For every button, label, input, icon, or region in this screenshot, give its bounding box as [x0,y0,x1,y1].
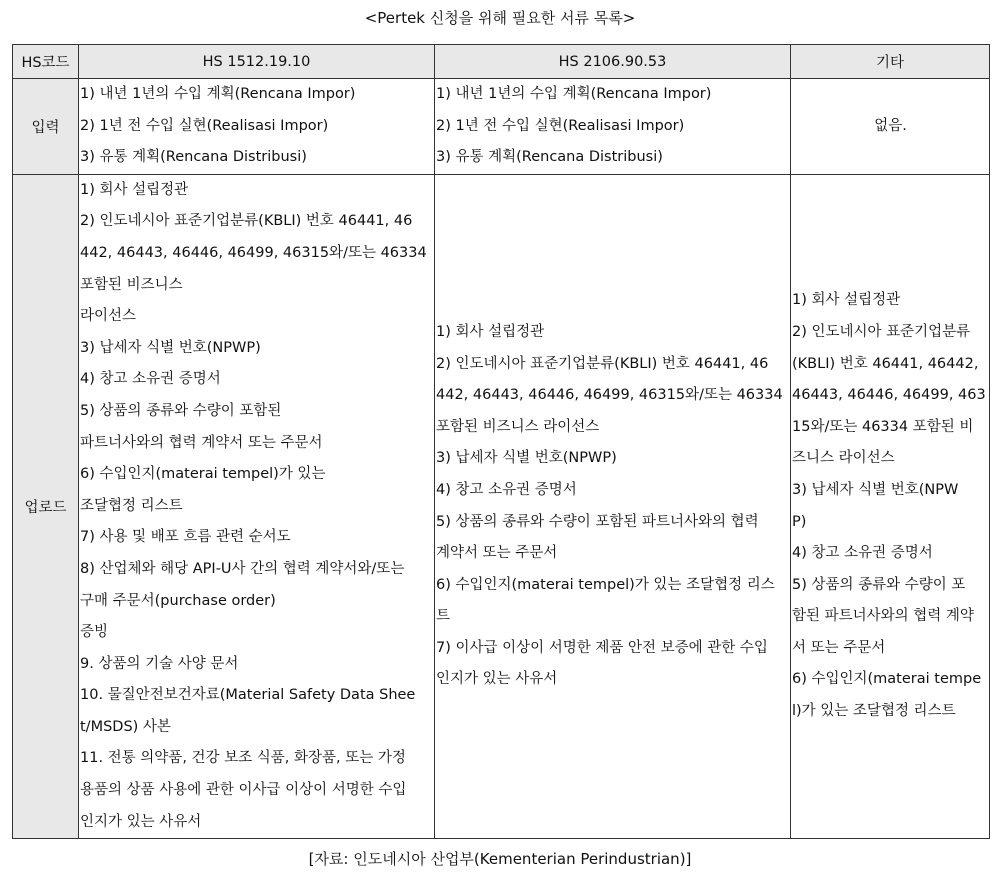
document-item-line: 442, 46443, 46446, 46499, 46315와/또는 46334 [436,387,783,404]
document-item-line: t/MSDS) 사본 [80,718,171,735]
table-row-input [13,79,990,175]
document-item-line: 1) 내년 1년의 수입 계획(Rencana Impor) [436,86,712,102]
document-item-line: 5) 상품의 종류와 수량이 포함된 파트너사와의 협력 [436,513,759,530]
document-item-line: 1) 내년 1년의 수입 계획(Rencana Impor) [80,86,356,102]
document-item-line: 2) 1년 전 수입 실현(Realisasi Impor) [80,117,329,134]
document-item-line: 서 또는 주문서 [792,639,886,656]
row-label-upload: 업로드 [13,174,79,838]
document-item-line: 트 [436,608,451,625]
row-label-input: 입력 [13,79,79,175]
document-item-line: 15와/또는 46334 포함된 비 [792,418,974,435]
document-item-line: 2) 인도네시아 표준기업분류 [792,323,971,340]
document-item-line: 1) 회사 설립정관 [80,181,189,198]
document-item-line: 1) 회사 설립정관 [792,292,901,309]
document-item-line: 3) 유통 계획(Rencana Distribusi) [436,149,663,166]
document-item-line: 3) 유통 계획(Rencana Distribusi) [80,149,307,166]
document-item-line: 5) 상품의 종류와 수량이 포함된 [80,402,282,419]
document-item-line: 9. 상품의 기술 사양 문서 [80,655,239,672]
upload-cell-hs-1512 [79,174,435,838]
required-documents-table [12,44,990,839]
document-item-line: 증빙 [80,624,109,641]
table-header-row [13,45,990,79]
document-item-line: 4) 창고 소유권 증명서 [436,481,577,498]
input-cell-hs-2106 [435,79,791,175]
document-item-line: (KBLI) 번호 46441, 46442, [792,355,979,372]
document-item-line: 용품의 상품 사용에 관한 이사급 이상이 서명한 수입 [80,782,407,799]
document-item-line: 4) 창고 소유권 증명서 [792,545,933,562]
document-item-line: 3) 납세자 식별 번호(NPW [792,481,959,498]
document-item-line: 즈니스 라이선스 [792,450,895,467]
document-item-line: 라이선스 [80,308,137,325]
header-hs-code: HS코드 [13,45,79,79]
table-row-upload [13,174,990,838]
document-item-line: l)가 있는 조달협정 리스트 [792,703,956,720]
header-hs-1512: HS 1512.19.10 [79,45,435,79]
document-item-line: 조달협정 리스트 [80,497,183,514]
document-item-line: 11. 전통 의약품, 건강 보조 식품, 화장품, 또는 가정 [80,750,406,767]
document-item-line: 없음. [874,117,907,134]
document-caption: <Pertek 신청을 위해 필요한 서류 목록> [364,9,636,27]
input-cell-hs-1512 [79,79,435,175]
document-item-line: 46443, 46446, 46499, 463 [792,387,986,404]
source-note: [자료: 인도네시아 산업부(Kementerian Perindustrian)] [308,850,692,868]
upload-cell-hs-2106 [435,174,791,838]
input-cell-other [791,79,990,175]
document-item-line: 포함된 비즈니스 [80,276,183,293]
document-item-line: 2) 1년 전 수입 실현(Realisasi Impor) [436,117,685,134]
document-item-line: 인지가 있는 사유서 [436,671,558,688]
document-item-line: 함된 파트너사와의 협력 계약 [792,608,974,625]
document-item-line: 442, 46443, 46446, 46499, 46315와/또는 46334 [80,244,427,261]
document-item-line: 2) 인도네시아 표준기업분류(KBLI) 번호 46441, 46 [436,355,769,372]
document-item-line: 인지가 있는 사유서 [80,813,202,830]
header-hs-2106: HS 2106.90.53 [435,45,791,79]
document-item-line: 6) 수입인지(materai tempel)가 있는 [80,466,326,483]
document-item-line: 3) 납세자 식별 번호(NPWP) [436,450,617,467]
document-item-line: 7) 이사급 이상이 서명한 제품 안전 보증에 관한 수입 [436,639,768,656]
document-item-line: 10. 물질안전보건자료(Material Safety Data Shee [80,687,416,704]
upload-cell-other [791,174,990,838]
document-item-line: 3) 납세자 식별 번호(NPWP) [80,339,261,356]
document-item-line: 8) 산업체와 해당 API-U사 간의 협력 계약서와/또는 [80,560,405,577]
document-item-line: 구매 주문서(purchase order) [80,592,276,609]
document-item-line: 1) 회사 설립정관 [436,323,545,340]
document-item-line: 2) 인도네시아 표준기업분류(KBLI) 번호 46441, 46 [80,213,413,230]
document-item-line: 파트너사와의 협력 계약서 또는 주문서 [80,434,323,451]
document-item-line: 계약서 또는 주문서 [436,545,558,562]
document-item-line: P) [792,513,807,530]
document-item-line: 5) 상품의 종류와 수량이 포 [792,576,966,593]
document-item-line: 4) 창고 소유권 증명서 [80,371,221,388]
document-item-line: 6) 수입인지(materai tempe [792,671,982,688]
document-item-line: 7) 사용 및 배포 흐름 관련 순서도 [80,529,291,546]
document-item-line: 포함된 비즈니스 라이선스 [436,418,600,435]
document-item-line: 6) 수입인지(materai tempel)가 있는 조달협정 리스 [436,576,775,593]
header-other: 기타 [791,45,990,79]
